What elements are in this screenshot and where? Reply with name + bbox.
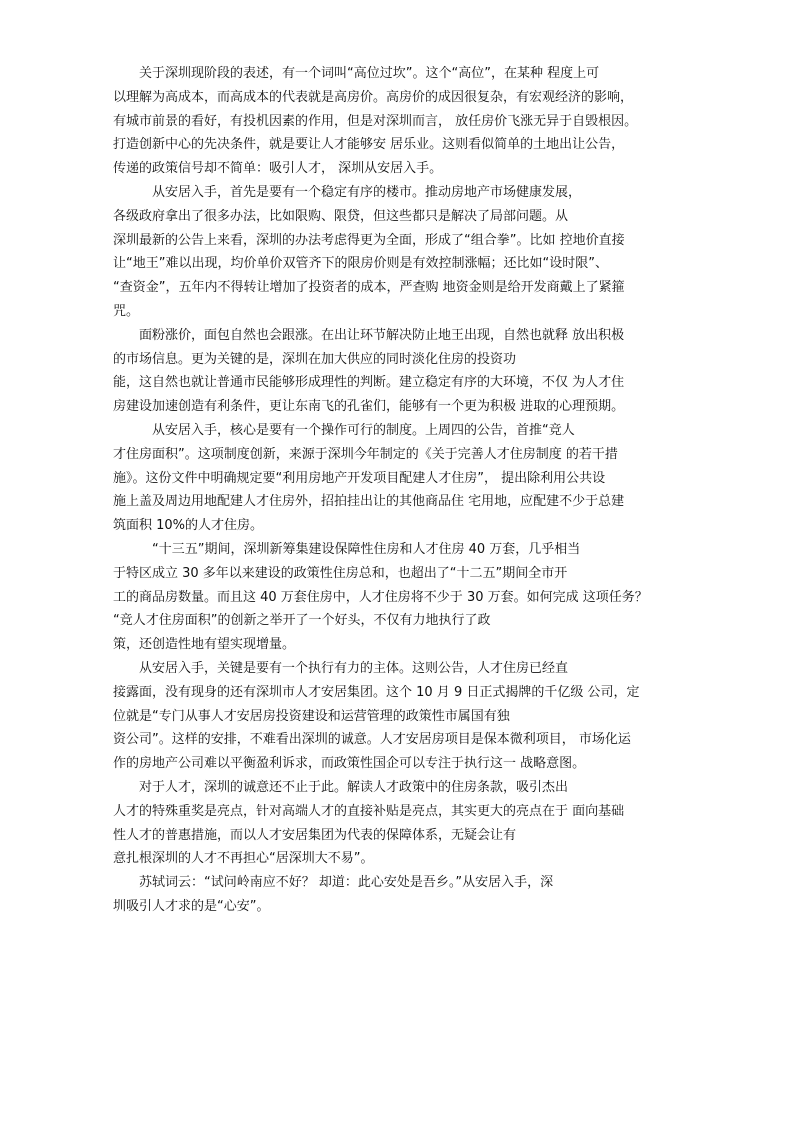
text-line: “竞人才住房面积”的创新之举开了一个好头，不仅有力地执行了政 (113, 613, 491, 629)
text-line: 策，还创造性地有望实现增量。 (113, 637, 296, 653)
text-line: 对于人才，深圳的诚意还不止于此。解读人才政策中的住房条款，吸引杰出 (113, 779, 569, 795)
text-line: 工的商品房数量。而且这 40 万套住房中，人才住房将不少于 30 万套。如何完成 这项任务？ (113, 589, 648, 605)
text-line: 位就是“专门从事人才安居房投资建设和运营管理的政策性市属国有独 (113, 708, 510, 724)
text-line: “十三五”期间，深圳新筹集建设保障性住房和人才住房 40 万套，几乎相当 (113, 541, 581, 557)
text-line: 资公司”。这样的安排，不难看出深圳的诚意。人才安居房项目是保本微利项目， 市场化运 (113, 732, 631, 748)
text-line: 作的房地产公司难以平衡盈利诉求，而政策性国企可以专注于执行这一 战略意图。 (113, 756, 586, 772)
text-line: 性人才的普惠措施，而以人才安居集团为代表的保障体系，无疑会让有 (113, 827, 517, 843)
text-line: 于特区成立 30 多年以来建设的政策性住房总和，也超出了“十二五”期间全市开 (113, 565, 568, 581)
text-line: 关于深圳现阶段的表述，有一个词叫“高位过坎”。这个“高位”，在某种 程度上可 (113, 66, 600, 81)
text-line: 意扎根深圳的人才不再担心“居深圳大不易”。 (113, 851, 374, 867)
text-line: 圳吸引人才求的是“心安”。 (113, 898, 270, 914)
text-line: 房建设加速创造有利条件，更让东南飞的孔雀们，能够有一个更为积极 进取的心理预期。 (113, 399, 625, 415)
text-line: 的市场信息。更为关键的是，深圳在加大供应的同时淡化住房的投资功 (113, 351, 517, 367)
text-line: 接露面，没有现身的还有深圳市人才安居集团。这个 10 月 9 日正式揭牌的千亿级 公司，定 (113, 684, 640, 700)
text-line: 咒。 (113, 303, 140, 319)
text-line: 打造创新中心的先决条件，就是要让人才能够安 居乐业。这则看似简单的土地出让公告， (113, 137, 625, 153)
text-line: 从安居入手，首先是要有一个稳定有序的楼市。推动房地产市场健康发展， (113, 184, 582, 200)
text-line: 能，这自然也就让普通市民能够形成理性的判断。建立稳定有序的大环境，不仅 为人才住 (113, 375, 625, 391)
article-body (113, 62, 693, 919)
text-line: 以理解为高成本，而高成本的代表就是高房价。高房价的成因很复杂，有宏观经济的影响， (113, 89, 634, 105)
text-line: 才住房面积”。这项制度创新，来源于深圳今年制定的《关于完善人才住房制度 的若干措 (113, 446, 618, 462)
text-line: 从安居入手，关键是要有一个执行有力的主体。这则公告，人才住房已经直 (113, 660, 569, 676)
text-line: 各级政府拿出了很多办法，比如限购、限贷，但这些都只是解决了局部问题。从 (113, 208, 569, 224)
text-line: 面粉涨价，面包自然也会跟涨。在出让环节解决防止地王出现，自然也就释 放出积极 (113, 327, 625, 343)
text-line: 施》。这份文件中明确规定要“利用房地产开发项目配建人才住房”， 提出除利用公共设 (113, 470, 606, 486)
text-line: 让“地王”难以出现，均价单价双管齐下的限房价则是有效控制涨幅；还比如“设时限”、 (113, 256, 608, 272)
text-line: 苏轼词云：“试问岭南应不好？ 却道：此心安处是吾乡。”从安居入手，深 (113, 875, 554, 891)
text-line: 筑面积 10%的人才住房。 (113, 518, 264, 534)
text-line: 深圳最新的公告上来看，深圳的办法考虑得更为全面，形成了“组合拳”。比如 控地价直接 (113, 232, 625, 248)
text-line: 从安居入手，核心是要有一个操作可行的制度。上周四的公告，首推“竞人 (113, 422, 575, 438)
text-line: 有城市前景的看好，有投机因素的作用，但是对深圳而言， 放任房价飞涨无异于自毁根因。 (113, 113, 638, 129)
text-line: 施上盖及周边用地配建人才住房外，招拍挂出让的其他商品住 宅用地，应配建不少于总建 (113, 494, 625, 510)
text-line: 人才的特殊重奖是亮点，针对高端人才的直接补贴是亮点，其实更大的亮点在于 面向基础 (113, 803, 625, 819)
text-line: 传递的政策信号却不简单：吸引人才， 深圳从安居入手。 (113, 161, 443, 177)
text-line: “查资金”，五年内不得转让增加了投资者的成本，严查购 地资金则是给开发商戴上了紧箍 (113, 280, 625, 296)
